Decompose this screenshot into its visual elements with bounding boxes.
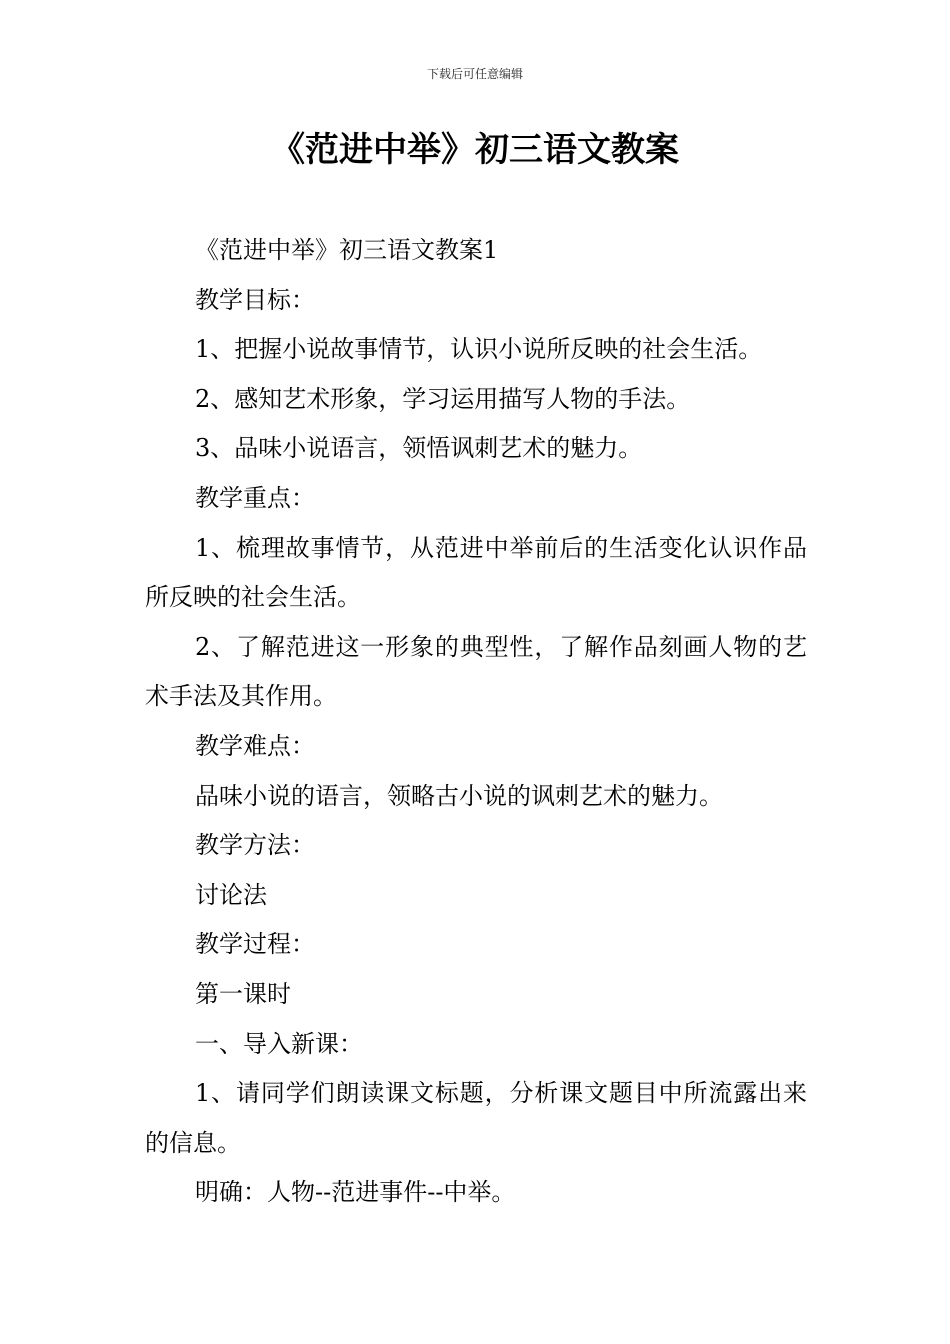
paragraph-heading-process: 教学过程： xyxy=(195,930,315,959)
paragraph-objective-1: 1、把握小说故事情节，认识小说所反映的社会生活。 xyxy=(195,335,763,364)
document-title: 《范进中举》初三语文教案 xyxy=(271,130,679,170)
paragraph-objective-3: 3、品味小说语言，领悟讽刺艺术的魅力。 xyxy=(195,434,643,463)
paragraph-method: 讨论法 xyxy=(195,880,267,909)
paragraph-key-point-2: 2、了解范进这一形象的典型性，了解作品刻画人物的艺术手法及其作用。 xyxy=(145,632,807,711)
paragraph-intro-step-1: 1、请同学们朗读课文标题，分析课文题目中所流露出来的信息。 xyxy=(145,1079,807,1157)
paragraph-intro-heading: 一、导入新课： xyxy=(195,1029,363,1058)
paragraph-clarification: 明确：人物--范进事件--中举。 xyxy=(195,1178,516,1207)
paragraph-heading-key-points: 教学重点： xyxy=(195,483,315,512)
paragraph-heading-objectives: 教学目标： xyxy=(195,285,315,314)
document-body xyxy=(145,226,807,1218)
paragraph-difficulty: 品味小说的语言，领略古小说的讽刺艺术的魅力。 xyxy=(195,781,723,810)
paragraph-heading-methods: 教学方法： xyxy=(195,831,315,860)
header-note: 下载后可任意编辑 xyxy=(426,67,523,81)
paragraph-subtitle: 《范进中举》初三语文教案1 xyxy=(195,236,499,264)
paragraph-lesson-1: 第一课时 xyxy=(195,979,291,1008)
paragraph-objective-2: 2、感知艺术形象，学习运用描写人物的手法。 xyxy=(195,384,691,413)
paragraph-key-point-1: 1、梳理故事情节，从范进中举前后的生活变化认识作品所反映的社会生活。 xyxy=(145,533,807,612)
paragraph-heading-difficulties: 教学难点： xyxy=(195,731,315,760)
